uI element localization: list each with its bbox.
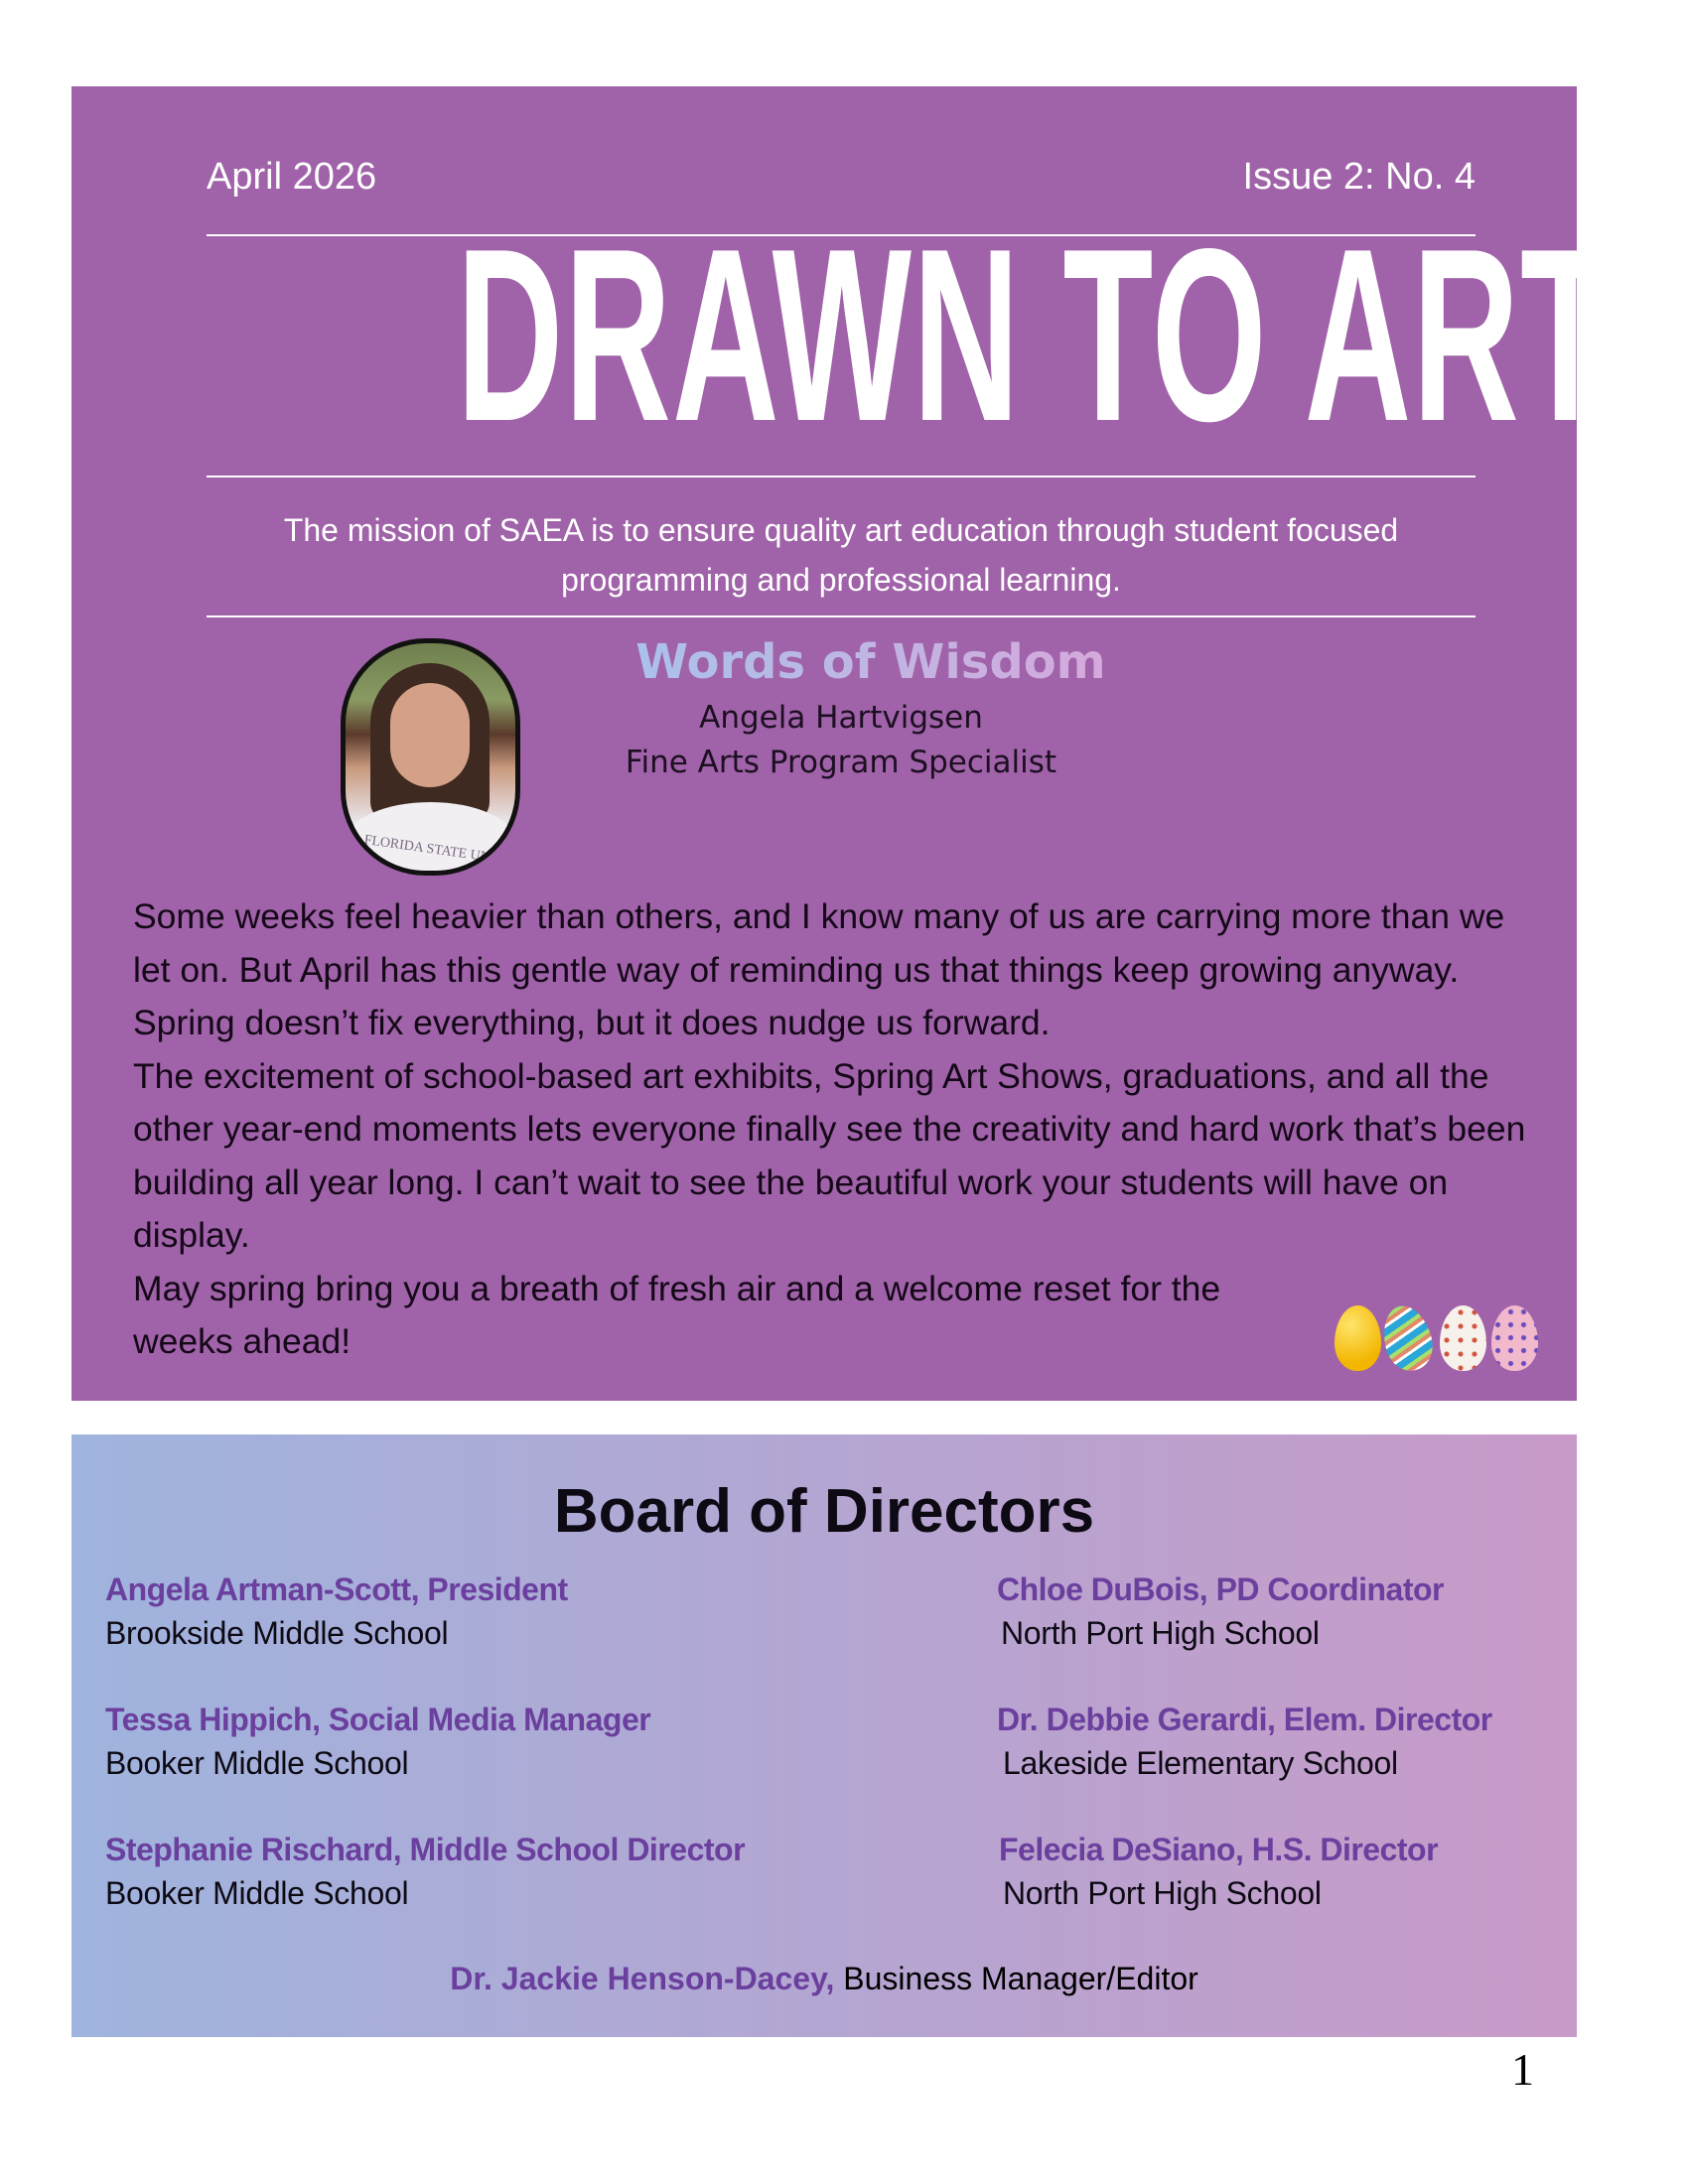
author-name: Angela Hartvigsen (699, 700, 983, 736)
yellow-egg-icon (1335, 1305, 1381, 1371)
board-title: Board of Directors (553, 1477, 1095, 1546)
photo-shirt-text: FLORIDA STATE UNI (362, 832, 496, 867)
director-school: Brookside Middle School (105, 1615, 449, 1651)
director-school: Booker Middle School (105, 1875, 409, 1911)
issue-date: April 2026 (207, 156, 377, 198)
message-paragraph: Some weeks feel heavier than others, and I know many of us are carrying more than we let on. But April has this gentle way of reminding us that things keep growing anyway. Spring doesn’t fix everything, but it does nudge us forward. (133, 896, 1505, 1042)
director-name: Felecia DeSiano, H.S. Director (999, 1832, 1439, 1867)
newsletter-title (71, 197, 1613, 473)
message-paragraph: May spring bring you a breath of fresh air and a welcome reset for the weeks ahead! (133, 1268, 1221, 1361)
issue-number: Issue 2: No. 4 (1242, 156, 1476, 198)
photo-face (390, 683, 470, 787)
mission-statement: The mission of SAEA is to ensure quality art education through student focused programming and professional learning. (283, 512, 1399, 598)
divider (207, 615, 1476, 617)
section-heading: Words of Wisdom (628, 634, 1114, 690)
pink-egg-icon (1491, 1305, 1538, 1371)
editor-name: Dr. Jackie Henson-Dacey, (450, 1961, 835, 1996)
author-photo (341, 638, 520, 876)
director-name: Tessa Hippich, Social Media Manager (105, 1702, 651, 1737)
editor-role: Business Manager/Editor (834, 1961, 1198, 1996)
director-name: Dr. Debbie Gerardi, Elem. Director (997, 1702, 1492, 1737)
director-name: Stephanie Rischard, Middle School Director (105, 1832, 746, 1867)
author-role: Fine Arts Program Specialist (625, 745, 1057, 780)
title-text: DRAWN TO ART (456, 197, 1613, 473)
director-name: Angela Artman-Scott, President (105, 1571, 568, 1607)
board-of-directors-section (71, 1434, 1577, 2037)
easter-eggs-image (1335, 1305, 1543, 1377)
editor-credit (71, 1961, 1577, 1997)
dotted-white-egg-icon (1440, 1305, 1486, 1371)
closing-row (133, 1263, 1573, 1369)
director-school: North Port High School (1001, 1615, 1320, 1651)
striped-egg-icon (1376, 1300, 1438, 1376)
director-school: Booker Middle School (105, 1745, 409, 1781)
director-school: North Port High School (1003, 1875, 1322, 1911)
divider (207, 476, 1476, 478)
newsletter-header-section (71, 86, 1613, 1401)
page-number: 1 (1511, 2044, 1534, 2095)
director-school: Lakeside Elementary School (1003, 1745, 1398, 1781)
message-paragraph: The excitement of school-based art exhibits, Spring Art Shows, graduations, and all the other year-end moments lets everyone finally see the creativity and hard work that’s been building all year long. I can’t wait to see the beautiful work your students will have on display. (133, 1055, 1526, 1255)
director-name: Chloe DuBois, PD Coordinator (997, 1571, 1444, 1607)
wisdom-message (133, 890, 1573, 1369)
